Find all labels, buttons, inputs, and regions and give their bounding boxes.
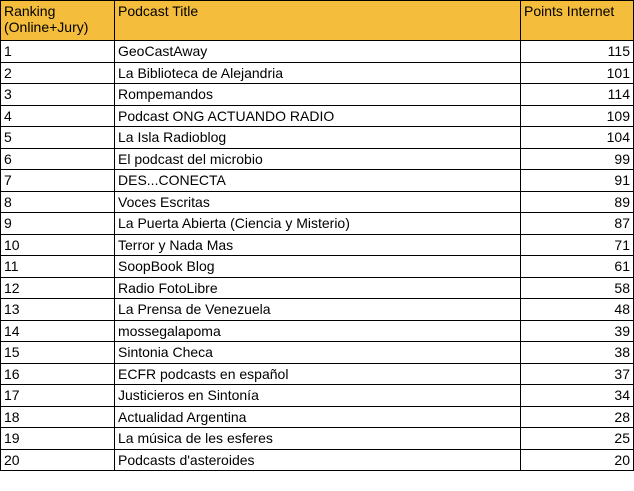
cell-ranking: 4 (1, 105, 115, 127)
cell-ranking: 6 (1, 148, 115, 170)
table-row (1, 277, 634, 299)
cell-points: 37 (521, 363, 634, 385)
table-row (1, 428, 634, 450)
cell-podcast-title: ECFR podcasts en español (115, 363, 521, 385)
table-row (1, 127, 634, 149)
cell-points: 109 (521, 105, 634, 127)
cell-podcast-title: La Puerta Abierta (Ciencia y Misterio) (115, 213, 521, 235)
cell-ranking: 20 (1, 449, 115, 471)
cell-podcast-title: Voces Escritas (115, 191, 521, 213)
cell-ranking: 7 (1, 170, 115, 192)
cell-points: 115 (521, 41, 634, 63)
cell-points: 71 (521, 234, 634, 256)
cell-points: 34 (521, 385, 634, 407)
header-points-internet: Points Internet (521, 1, 634, 41)
cell-ranking: 9 (1, 213, 115, 235)
cell-ranking: 13 (1, 299, 115, 321)
cell-ranking: 16 (1, 363, 115, 385)
table-row (1, 148, 634, 170)
cell-podcast-title: DES...CONECTA (115, 170, 521, 192)
table-body (1, 41, 634, 471)
cell-ranking: 10 (1, 234, 115, 256)
table-row (1, 191, 634, 213)
table-row (1, 449, 634, 471)
cell-podcast-title: Radio FotoLibre (115, 277, 521, 299)
cell-podcast-title: Podcasts d'asteroides (115, 449, 521, 471)
table-row (1, 62, 634, 84)
table-row (1, 213, 634, 235)
cell-ranking: 14 (1, 320, 115, 342)
cell-points: 39 (521, 320, 634, 342)
table-row (1, 234, 634, 256)
cell-ranking: 15 (1, 342, 115, 364)
cell-podcast-title: Sintonia Checa (115, 342, 521, 364)
cell-ranking: 19 (1, 428, 115, 450)
cell-points: 114 (521, 84, 634, 106)
cell-podcast-title: La música de les esferes (115, 428, 521, 450)
cell-ranking: 12 (1, 277, 115, 299)
table-row (1, 299, 634, 321)
table-row (1, 84, 634, 106)
cell-points: 89 (521, 191, 634, 213)
cell-points: 87 (521, 213, 634, 235)
cell-points: 48 (521, 299, 634, 321)
cell-podcast-title: La Prensa de Venezuela (115, 299, 521, 321)
header-podcast-title: Podcast Title (115, 1, 521, 41)
cell-podcast-title: Terror y Nada Mas (115, 234, 521, 256)
cell-podcast-title: mossegalapoma (115, 320, 521, 342)
cell-podcast-title: Justicieros en Sintonía (115, 385, 521, 407)
cell-ranking: 18 (1, 406, 115, 428)
cell-ranking: 11 (1, 256, 115, 278)
table-row (1, 406, 634, 428)
cell-podcast-title: Podcast ONG ACTUANDO RADIO (115, 105, 521, 127)
cell-points: 99 (521, 148, 634, 170)
cell-ranking: 3 (1, 84, 115, 106)
cell-podcast-title: El podcast del microbio (115, 148, 521, 170)
cell-podcast-title: Rompemandos (115, 84, 521, 106)
cell-podcast-title: La Isla Radioblog (115, 127, 521, 149)
cell-podcast-title: La Biblioteca de Alejandria (115, 62, 521, 84)
cell-points: 25 (521, 428, 634, 450)
table-row (1, 363, 634, 385)
cell-podcast-title: SoopBook Blog (115, 256, 521, 278)
table-row (1, 105, 634, 127)
cell-points: 58 (521, 277, 634, 299)
cell-podcast-title: Actualidad Argentina (115, 406, 521, 428)
table-row (1, 170, 634, 192)
header-ranking: Ranking (Online+Jury) (1, 1, 115, 41)
cell-ranking: 8 (1, 191, 115, 213)
table-row (1, 320, 634, 342)
cell-points: 104 (521, 127, 634, 149)
cell-points: 91 (521, 170, 634, 192)
cell-points: 61 (521, 256, 634, 278)
cell-points: 101 (521, 62, 634, 84)
table-row (1, 385, 634, 407)
table-row (1, 41, 634, 63)
cell-podcast-title: GeoCastAway (115, 41, 521, 63)
header-row (1, 1, 634, 41)
table-header (1, 1, 634, 41)
table-row (1, 342, 634, 364)
cell-ranking: 17 (1, 385, 115, 407)
cell-points: 20 (521, 449, 634, 471)
table-row (1, 256, 634, 278)
cell-points: 38 (521, 342, 634, 364)
cell-ranking: 2 (1, 62, 115, 84)
cell-points: 28 (521, 406, 634, 428)
cell-ranking: 1 (1, 41, 115, 63)
cell-ranking: 5 (1, 127, 115, 149)
